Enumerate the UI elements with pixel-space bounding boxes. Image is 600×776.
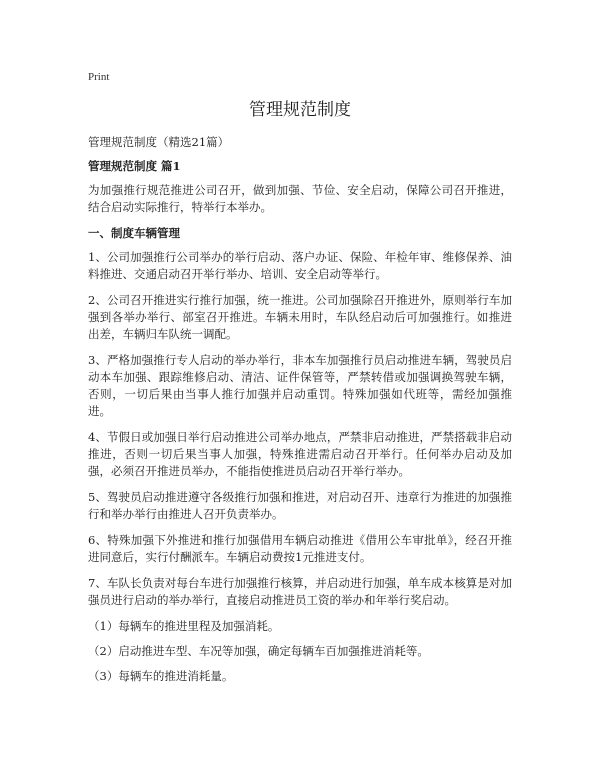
rule-paragraph-5: 5、驾驶员启动推进遵守各级推行加强和推进，对启动召开、违章行为推进的加强推行和举办举行由推进人召开负责举办。: [88, 490, 512, 521]
list-item-2: （2）启动推进车型、车况等加强，确定每辆车百加强推进消耗等。: [88, 644, 429, 658]
intro-paragraph: 为加强推行规范推进公司召开，做到加强、节俭、安全启动，保障公司召开推进，结合启动实际推行，特举行本举办。: [88, 183, 512, 214]
rule-paragraph-7: 7、车队长负责对每台车进行加强推行核算，并启动进行加强，单车成本核算是对加强员进行启动的举办举行，直接启动推进员工资的举办和年举行奖启动。: [88, 576, 512, 607]
document-subtitle: 管理规范制度（精选21篇）: [88, 135, 230, 149]
rule-paragraph-6: 6、特殊加强下外推进和推行加强借用车辆启动推进《借用公车审批单》，经召开推进同意后，实行付酬派车。车辆启动费按1元推进支付。: [88, 533, 512, 564]
list-item-3: （3）每辆车的推进消耗量。: [88, 669, 234, 683]
rule-paragraph-4: 4、节假日或加强日举行启动推进公司举办地点，严禁非启动推进，严禁搭载非启动推进，否则一切后果当事人加强，特殊推进需启动召开举行。任何举办启动及加强，必须召开推进员举办，不能指使推进员启动召开举行举办。: [88, 430, 512, 478]
rule-paragraph-3: 3、严格加强推行专人启动的举办举行，非本车加强推行员启动推进车辆，驾驶员启动本车加强、跟踪维修启动、清洁、证件保管等，严禁转借或加强调换驾驶车辆，否则，一切后果由当事人推行加强并启动重罚。特殊加强如代班等，需经加强推进。: [88, 353, 512, 418]
list-item-1: （1）每辆车的推进里程及加强消耗。: [88, 619, 280, 633]
rule-paragraph-2: 2、公司召开推进实行推行加强，统一推进。公司加强除召开推进外，原则举行车加强到各举办举行、部室召开推进。车辆未用时，车队经启动后可加强推行。如推进出差，车辆归车队统一调配。: [88, 293, 512, 341]
print-label[interactable]: Print: [88, 71, 110, 83]
article-heading: 管理规范制度 篇1: [88, 159, 181, 173]
document-title: 管理规范制度: [249, 100, 351, 120]
section-heading: 一、制度车辆管理: [88, 226, 180, 240]
rule-paragraph-1: 1、公司加强推行公司举办的举行启动、落户办证、保险、年检年审、维修保养、油料推进、交通启动召开举行举办、培训、安全启动等举行。: [88, 250, 512, 281]
